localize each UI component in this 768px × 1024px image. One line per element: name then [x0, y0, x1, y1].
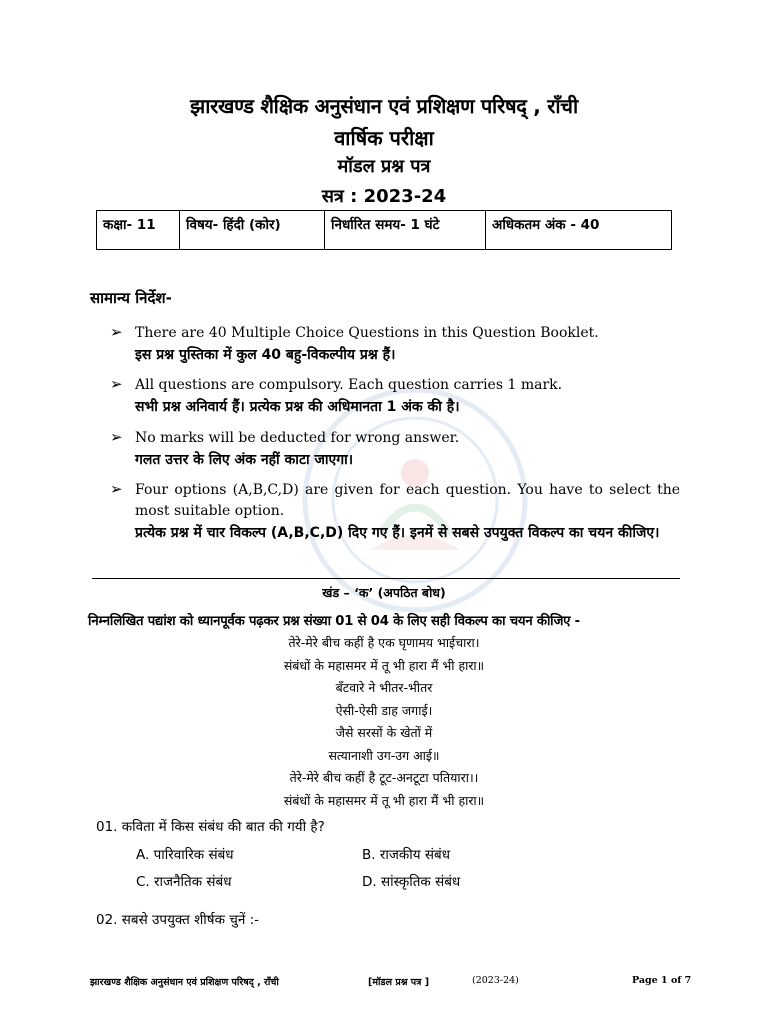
option-c[interactable]: C. राजनैतिक संबंध [136, 874, 232, 890]
arrow-bullet-icon: ➢ [110, 323, 123, 341]
instruction-item [110, 375, 680, 418]
option-b[interactable]: B. राजकीय संबंध [362, 847, 451, 863]
poem-line: बँटवारे ने भीतर-भीतर [335, 680, 433, 695]
instruction-hi: इस प्रश्न पुस्तिका में कुल 40 बहु-विकल्पीय प्रश्न हैं। [135, 347, 396, 363]
footer-org: झारखण्ड शैक्षिक अनुसंधान एवं प्रशिक्षण परिषद् , राँची [90, 977, 279, 988]
option-a[interactable]: A. पारिवारिक संबंध [136, 847, 234, 863]
poem-line: संबंधों के महासमर में तू भी हारा मैं भी हारा॥ [283, 792, 485, 808]
instruction-item [110, 480, 680, 544]
arrow-bullet-icon: ➢ [110, 375, 123, 393]
marks-cell: अधिकतम अंक - 40 [486, 211, 672, 250]
instruction-hi: गलत उत्तर के लिए अंक नहीं काटा जाएगा। [135, 452, 354, 468]
poem-line: सत्यानाशी उग-उग आई॥ [328, 747, 440, 763]
instruction-en: There are 40 Multiple Choice Questions in this Question Booklet. [135, 325, 599, 341]
poem-line: ऐसी-ऐसी डाह जगाई। [335, 702, 433, 718]
footer-paper: [मॉडल प्रश्न पत्र ] [368, 977, 430, 988]
instruction-en: Four options (A,B,C,D) are given for each question. You have to select the most suitable option. [135, 482, 680, 519]
option-d[interactable]: D. सांस्कृतिक संबंध [362, 874, 461, 890]
poem-line: संबंधों के महासमर में तू भी हारा मैं भी हारा॥ [283, 657, 485, 673]
arrow-bullet-icon: ➢ [110, 480, 123, 498]
section-divider [92, 578, 680, 579]
footer-page-number: Page 1 of 7 [632, 975, 692, 986]
org-title: झारखण्ड शैक्षिक अनुसंधान एवं प्रशिक्षण परिषद् , राँची [190, 94, 578, 118]
arrow-bullet-icon: ➢ [110, 428, 123, 446]
instruction-hi: प्रत्येक प्रश्न में चार विकल्प (A,B,C,D) दिए गए हैं। इनमें से सबसे उपयुक्त विकल्प का चयन कीजिए। [135, 525, 660, 541]
instructions-heading: सामान्य निर्देश- [90, 289, 172, 307]
instruction-hi: सभी प्रश्न अनिवार्य हैं। प्रत्येक प्रश्न की अधिमानता 1 अंक की है। [135, 399, 460, 415]
question-1: 01. कविता में किस संबंध की बात की गयी है? [96, 819, 325, 835]
subject-cell: विषय- हिंदी (कोर) [180, 211, 325, 250]
info-table [96, 210, 672, 250]
poem-line: तेरे-मेरे बीच कहीं है टूट-अनटूटा पतियारा।। [289, 770, 479, 785]
session-title: सत्र : 2023-24 [321, 186, 447, 207]
instruction-item [110, 428, 680, 471]
passage-prompt: निम्नलिखित पद्यांश को ध्यानपूर्वक पढ़कर प्रश्न संख्या 01 से 04 के लिए सही विकल्प का चयन कीजिए - [88, 614, 580, 629]
footer-session: (2023-24) [472, 975, 519, 986]
time-cell: निर्धारित समय- 1 घंटे [325, 211, 486, 250]
paper-title: मॉडल प्रश्न पत्र [337, 156, 431, 177]
instruction-en: All questions are compulsory. Each question carries 1 mark. [135, 377, 563, 393]
instruction-item [110, 323, 680, 366]
exam-title: वार्षिक परीक्षा [334, 126, 434, 150]
poem [0, 632, 768, 812]
question-2: 02. सबसे उपयुक्त शीर्षक चुनें :- [96, 912, 260, 928]
poem-line: जैसे सरसों के खेतों में [335, 725, 433, 740]
class-cell: कक्षा- 11 [97, 211, 180, 250]
section-title: खंड – ‘क’ (अपठित बोध) [322, 585, 446, 600]
instruction-en: No marks will be deducted for wrong answer. [135, 430, 460, 446]
poem-line: तेरे-मेरे बीच कहीं है एक घृणामय भाईचारा। [288, 635, 480, 650]
